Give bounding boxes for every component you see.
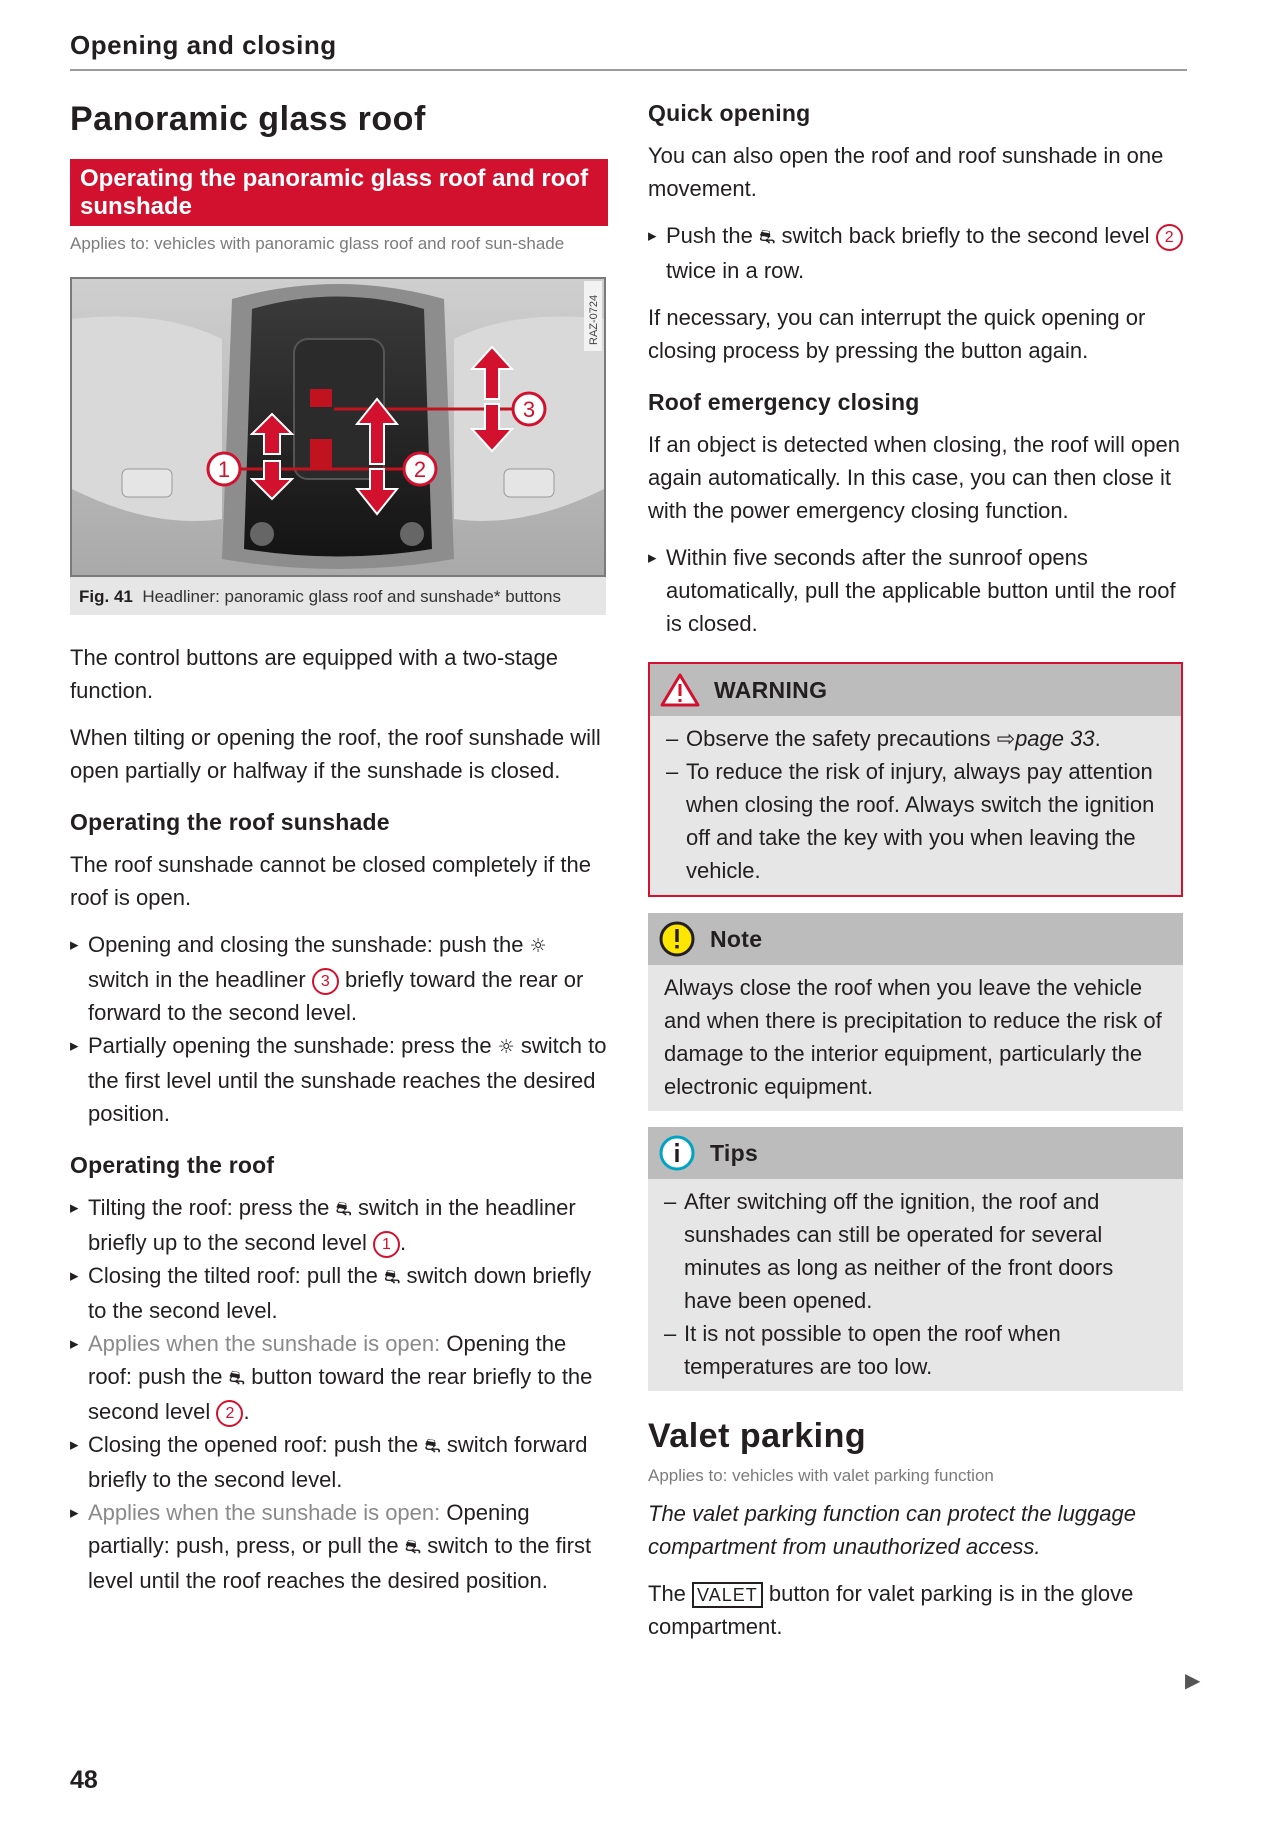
paragraph-sunshade-closed: The roof sunshade cannot be closed completely if the roof is open. xyxy=(70,852,591,910)
bullet-open-partially xyxy=(70,1496,608,1597)
valet-applies-note: Applies to: vehicles with valet parking function xyxy=(648,1466,994,1485)
roof-switch-icon: ⛐ xyxy=(383,1266,401,1288)
paragraph-interrupt: If necessary, you can interrupt the quick opening or closing process by pressing the button again. xyxy=(648,305,1146,363)
page-number: 48 xyxy=(70,1766,98,1794)
link-arrow-icon: ⇨ xyxy=(996,726,1016,751)
bullet-text: Push the xyxy=(666,223,753,248)
bullet-quick-opening xyxy=(648,219,1183,287)
warning-text: Observe the safety precautions xyxy=(686,726,991,751)
page-reference-link[interactable]: page 33 xyxy=(1015,726,1095,751)
tips-item: – It is not possible to open the roof when temperatures are too low. xyxy=(664,1317,1167,1383)
section-title: Panoramic glass roof xyxy=(70,100,426,138)
roof-switch-icon: ⛐ xyxy=(228,1367,246,1389)
note-box xyxy=(648,913,1183,1111)
header-divider xyxy=(70,69,1187,71)
valet-paragraph xyxy=(648,1577,1183,1643)
warning-item: – Observe the safety precautions ⇨page 33. xyxy=(666,722,1165,755)
paragraph-quick-opening: You can also open the roof and roof sunshade in one movement. xyxy=(648,143,1164,201)
bullet-open-roof: ▸ Applies when the sunshade is open: Opening the roof: push the ⛐ button toward the rear briefly to the second level 2 . xyxy=(70,1327,608,1428)
callout-3-ref: 3 xyxy=(312,968,339,995)
continue-arrow-icon: ▶ xyxy=(1185,1670,1201,1692)
warning-box xyxy=(648,662,1183,897)
figure-code: RAZ-0724 xyxy=(588,294,600,345)
paragraph-two-stage: The control buttons are equipped with a two-stage function. xyxy=(70,645,558,703)
tips-header xyxy=(648,1127,1183,1179)
note-exclamation-icon xyxy=(658,920,696,958)
warning-header xyxy=(650,664,1181,716)
valet-key-label: VALET xyxy=(692,1582,763,1608)
note-body: Always close the roof when you leave the vehicle and when there is precipitation to reduce the risk of damage to the interior equipment, particularly the electronic equipment. xyxy=(648,965,1183,1111)
heading-operating-roof: Operating the roof xyxy=(70,1152,275,1178)
tips-item: – After switching off the ignition, the roof and sunshades can still be operated for several minutes as long as neither of the front doors have been opened. xyxy=(664,1185,1167,1317)
bullet-text: switch to the first level until the roof reaches the desired position. xyxy=(88,1533,592,1593)
headliner-illustration xyxy=(72,279,604,575)
bullet-text: Tilting the roof: press the xyxy=(88,1195,330,1220)
bullet-text: button toward the rear briefly to the second level xyxy=(88,1364,593,1424)
tips-body xyxy=(648,1179,1183,1391)
paragraph-sunshade-partial: When tilting or opening the roof, the roof sunshade will open partially or halfway if the sunshade is closed. xyxy=(70,725,601,783)
valet-text: The xyxy=(648,1581,686,1606)
figure-headliner-buttons xyxy=(70,277,606,577)
warning-title: WARNING xyxy=(714,676,828,703)
warning-item: – To reduce the risk of injury, always pay attention when closing the roof. Always switch the ignition off and take the key with you when leaving the vehicle. xyxy=(666,755,1165,887)
callout-2-label: 2 xyxy=(413,457,427,482)
bullet-text: switch in the headliner xyxy=(88,967,306,992)
bullet-text: switch forward briefly to the second level. xyxy=(88,1432,588,1492)
sunshade-switch-icon: ☼ xyxy=(529,935,547,957)
applies-note: Applies to: vehicles with panoramic glass roof and roof sun-shade xyxy=(70,234,565,253)
callout-1-ref: 1 xyxy=(373,1231,400,1258)
callout-2-ref: 2 xyxy=(1156,224,1183,251)
bullet-emergency: ▸ Within five seconds after the sunroof opens automatically, pull the applicable button until the roof is closed. xyxy=(648,541,1183,640)
note-header xyxy=(648,913,1183,965)
figure-caption xyxy=(70,577,606,615)
bullet-sunshade-partial xyxy=(70,1029,608,1130)
tips-info-icon xyxy=(658,1134,696,1172)
heading-emergency-closing: Roof emergency closing xyxy=(648,389,920,415)
figure-caption-label: Fig. 41 xyxy=(79,587,133,606)
running-header: Opening and closing xyxy=(70,30,337,60)
condition-text: Applies when the sunshade is open: xyxy=(88,1500,441,1525)
tips-title: Tips xyxy=(710,1139,759,1166)
callout-3-label: 3 xyxy=(522,397,536,422)
bullet-text: Opening partially: push, press, or pull the xyxy=(88,1500,530,1558)
figure-caption-text: Headliner: panoramic glass roof and sunshade* buttons xyxy=(142,587,561,606)
note-title: Note xyxy=(710,925,763,952)
bullet-text: Closing the tilted roof: pull the xyxy=(88,1263,378,1288)
roof-switch-icon: ⛐ xyxy=(335,1198,352,1220)
bullet-text: switch to the first level until the sunshade reaches the desired position. xyxy=(88,1033,607,1126)
bullet-text: briefly toward the rear or forward to the second level. xyxy=(88,967,584,1025)
callout-2-ref: 2 xyxy=(216,1400,243,1427)
bullet-text: switch in the headliner briefly up to the second level xyxy=(88,1195,576,1255)
bullet-text: switch back briefly to the second level xyxy=(781,223,1150,248)
callout-1-label: 1 xyxy=(217,457,231,482)
bullet-sunshade-open-close xyxy=(70,928,608,1029)
bullet-close-tilted xyxy=(70,1259,608,1327)
roof-switch-icon: ⛐ xyxy=(424,1435,441,1457)
bullet-close-opened xyxy=(70,1428,608,1496)
heading-operating-sunshade: Operating the roof sunshade xyxy=(70,809,390,835)
valet-intro: The valet parking function can protect the luggage compartment from unauthorized access. xyxy=(648,1501,1136,1559)
roof-switch-icon: ⛐ xyxy=(758,226,776,248)
bullet-text: Closing the opened roof: push the xyxy=(88,1432,419,1457)
bullet-text: Opening the roof: push the xyxy=(88,1331,567,1389)
bullet-tilt-roof: ▸ Tilting the roof: press the ⛐ switch in the headliner briefly up to the second level 1 . xyxy=(70,1191,608,1259)
tips-box xyxy=(648,1127,1183,1391)
right-column xyxy=(648,100,1183,1657)
subsection-banner: Operating the panoramic glass roof and roof sunshade xyxy=(70,159,608,226)
bullet-text: Partially opening the sunshade: press the xyxy=(88,1033,492,1058)
condition-text: Applies when the sunshade is open: xyxy=(88,1331,441,1356)
roof-switch-icon: ⛐ xyxy=(404,1536,422,1558)
valet-text: button for valet parking is in the glove compartment. xyxy=(648,1581,1134,1639)
paragraph-emergency: If an object is detected when closing, the roof will open again automatically. In this case, you can then close it with the power emergency closing function. xyxy=(648,432,1180,523)
heading-quick-opening: Quick opening xyxy=(648,100,811,126)
warning-body xyxy=(650,716,1181,895)
valet-section-title: Valet parking xyxy=(648,1417,867,1455)
warning-triangle-icon xyxy=(660,673,700,707)
sunshade-switch-icon: ☼ xyxy=(497,1036,515,1058)
bullet-text: switch down briefly to the second level. xyxy=(88,1263,592,1323)
bullet-text: twice in a row. xyxy=(666,258,805,283)
left-column xyxy=(70,100,608,1597)
bullet-text: Opening and closing the sunshade: push the xyxy=(88,932,524,957)
